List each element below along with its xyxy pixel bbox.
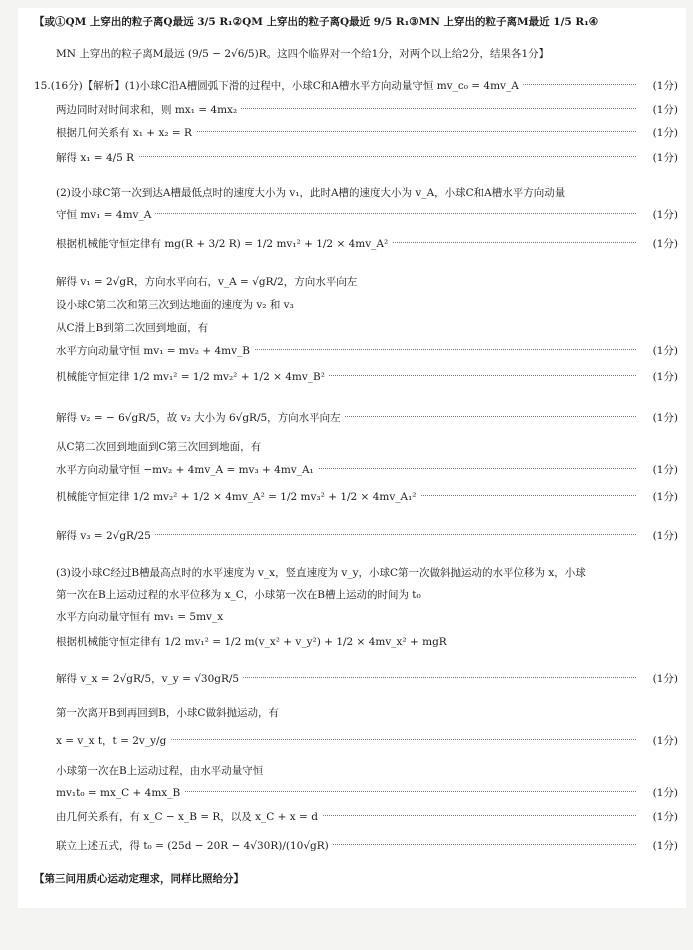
solution-line (18, 462, 686, 478)
solution-line (18, 150, 686, 166)
solution-line (18, 46, 686, 62)
solution-line (18, 236, 686, 252)
solution-line (18, 587, 686, 603)
solution-line (18, 785, 686, 801)
score-mark: (1分) (650, 528, 678, 544)
solution-line (18, 125, 686, 141)
score-mark: (1分) (650, 785, 678, 801)
line-text: 第一次在B上运动过程的水平位移为 x_C，小球第一次在B槽上运动的时间为 t₀ (56, 587, 425, 603)
score-mark: (1分) (650, 410, 678, 426)
line-text: 守恒 mv₁ = 4mv_A (56, 207, 155, 223)
solution-line (18, 274, 686, 290)
solution-line (18, 609, 686, 625)
line-text: 小球第一次在B上运动过程，由水平动量守恒 (56, 763, 267, 779)
line-text: 解得 v₃ = 2√gR/25 (56, 528, 155, 544)
line-text: 第一次离开B到再回到B，小球C做斜抛运动，有 (56, 705, 283, 721)
line-text: 联立上述五式，得 t₀ = (25d − 20R − 4√30R)/(10√gR) (56, 838, 333, 854)
solution-line (18, 439, 686, 455)
solution-line (18, 809, 686, 825)
line-text: 解得 x₁ = 4/5 R (56, 150, 138, 166)
line-text: 从C第二次回到地面到C第三次回到地面，有 (56, 439, 265, 455)
solution-line (18, 871, 686, 887)
solution-line (18, 705, 686, 721)
line-text: 根据机械能守恒定律有 mg(R + 3/2 R) = 1/2 mv₁² + 1/2 × 4mv_A² (56, 236, 392, 252)
solution-line (18, 838, 686, 854)
score-mark: (1分) (650, 343, 678, 359)
score-mark: (1分) (650, 150, 678, 166)
score-mark: (1分) (650, 671, 678, 687)
line-text: x = v_x t，t = 2v_y/g (56, 733, 170, 749)
solution-line (18, 102, 686, 118)
line-text: 解得 v_x = 2√gR/5，v_y = √30gR/5 (56, 671, 243, 687)
score-mark: (1分) (650, 838, 678, 854)
line-text: 设小球C第二次和第三次到达地面的速度为 v₂ 和 v₃ (56, 297, 298, 313)
score-mark: (1分) (650, 207, 678, 223)
solution-line (18, 14, 686, 30)
line-text: 解得 v₂ = − 6√gR/5，故 v₂ 大小为 6√gR/5，方向水平向左 (56, 410, 345, 426)
solution-line (18, 565, 686, 581)
dot-leader (58, 156, 636, 157)
solution-line (18, 489, 686, 505)
line-text: 水平方向动量守恒 −mv₂ + 4mv_A = mv₃ + 4mv_A₁ (56, 462, 318, 478)
solution-line (18, 78, 686, 94)
solution-line (18, 528, 686, 544)
line-text: 解得 v₁ = 2√gR，方向水平向右，v_A = √gR/2，方向水平向左 (56, 274, 361, 290)
score-mark: (1分) (650, 125, 678, 141)
line-text: (3)设小球C经过B槽最高点时的水平速度为 v_x，竖直速度为 v_y，小球C第一次做斜抛运动的水平位移为 x，小球 (56, 565, 590, 581)
line-text: 水平方向动量守恒有 mv₁ = 5mv_x (56, 609, 227, 625)
line-text: 从C滑上B到第二次回到地面，有 (56, 320, 212, 336)
score-mark: (1分) (650, 489, 678, 505)
score-mark: (1分) (650, 102, 678, 118)
line-text: 15.(16分)【解析】(1)小球C沿A槽圆弧下滑的过程中，小球C和A槽水平方向动量守恒 mv_c₀ = 4mv_A (34, 78, 523, 94)
solution-line (18, 320, 686, 336)
score-mark: (1分) (650, 236, 678, 252)
line-text: 【第三问用质心运动定理求，同样比照给分】 (34, 871, 248, 887)
line-text: 机械能守恒定律 1/2 mv₁² = 1/2 mv₂² + 1/2 × 4mv_B² (56, 369, 329, 385)
line-text: 机械能守恒定律 1/2 mv₂² + 1/2 × 4mv_A² = 1/2 mv₃² + 1/2 × 4mv_A₁² (56, 489, 421, 505)
solution-line (18, 634, 686, 650)
solution-line (18, 369, 686, 385)
solution-line (18, 343, 686, 359)
score-mark: (1分) (650, 809, 678, 825)
solution-line (18, 763, 686, 779)
line-text: MN 上穿出的粒子离M最远 (9/5 − 2√6/5)R。这四个临界对一个给1分，对两个以上给2分，结果各1分】 (56, 46, 553, 62)
score-mark: (1分) (650, 369, 678, 385)
score-mark: (1分) (650, 78, 678, 94)
line-text: 【或①QM 上穿出的粒子离Q最远 3/5 R₁②QM 上穿出的粒子离Q最近 9/5 R₁③MN 上穿出的粒子离M最近 1/5 R₁④ (34, 14, 602, 30)
line-text: 根据机械能守恒定律有 1/2 mv₁² = 1/2 m(v_x² + v_y²) + 1/2 × 4mv_x² + mgR (56, 634, 451, 650)
solution-line (18, 297, 686, 313)
line-text: (2)设小球C第一次到达A槽最低点时的速度大小为 v₁，此时A槽的速度大小为 v_A，小球C和A槽水平方向动量 (56, 185, 569, 201)
solution-line (18, 207, 686, 223)
line-text: 水平方向动量守恒 mv₁ = mv₂ + 4mv_B (56, 343, 254, 359)
line-text: 两边同时对时间求和，则 mx₁ = 4mx₂ (56, 102, 241, 118)
solution-line (18, 410, 686, 426)
answer-sheet (18, 8, 686, 908)
solution-line (18, 185, 686, 201)
score-mark: (1分) (650, 462, 678, 478)
solution-line (18, 671, 686, 687)
solution-line (18, 733, 686, 749)
line-text: mv₁t₀ = mx_C + 4mx_B (56, 785, 184, 801)
line-text: 由几何关系有，有 x_C − x_B = R，以及 x_C + x = d (56, 809, 322, 825)
score-mark: (1分) (650, 733, 678, 749)
line-text: 根据几何关系有 x₁ + x₂ = R (56, 125, 196, 141)
